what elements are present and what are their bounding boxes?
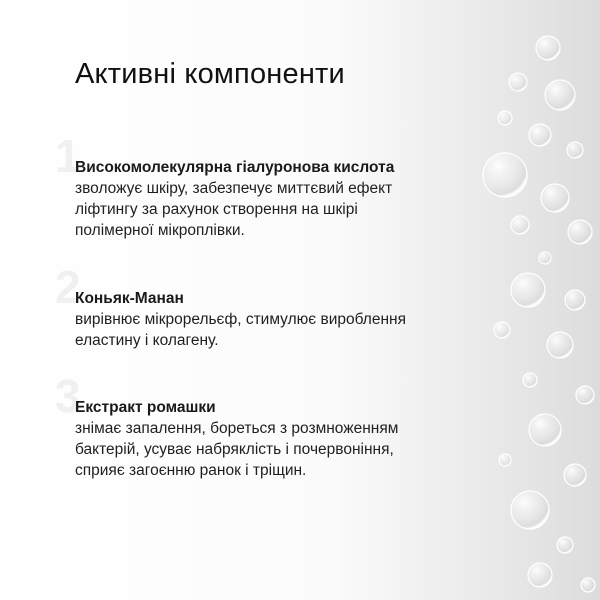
ingredient-description: знімає запалення, бореться з розмноженням бактерій, усуває набряклість і почервоніння, сприяє загоєнню ранок і тріщин. <box>75 420 399 479</box>
ingredient-item <box>55 261 475 351</box>
ingredient-title: Коньяк-Манан <box>75 290 184 307</box>
page-title: Активні компоненти <box>75 58 345 90</box>
ingredient-item <box>55 370 475 481</box>
ingredient-description: вирівнює мікрорельєф, стимулює вироблення еластину і колагену. <box>75 311 406 349</box>
item-number: 1 <box>55 130 81 182</box>
item-number: 2 <box>55 261 81 313</box>
ingredient-item <box>55 130 475 241</box>
bubble-cluster <box>483 36 595 592</box>
ingredient-description: зволожує шкіру, забезпечує миттєвий ефект ліфтингу за рахунок створення на шкірі полімерної мікроплівки. <box>75 180 393 239</box>
ingredient-title: Екстракт ромашки <box>75 399 216 416</box>
item-number: 3 <box>55 370 81 422</box>
ingredient-title: Високомолекулярна гіалуронова кислота <box>75 159 395 176</box>
